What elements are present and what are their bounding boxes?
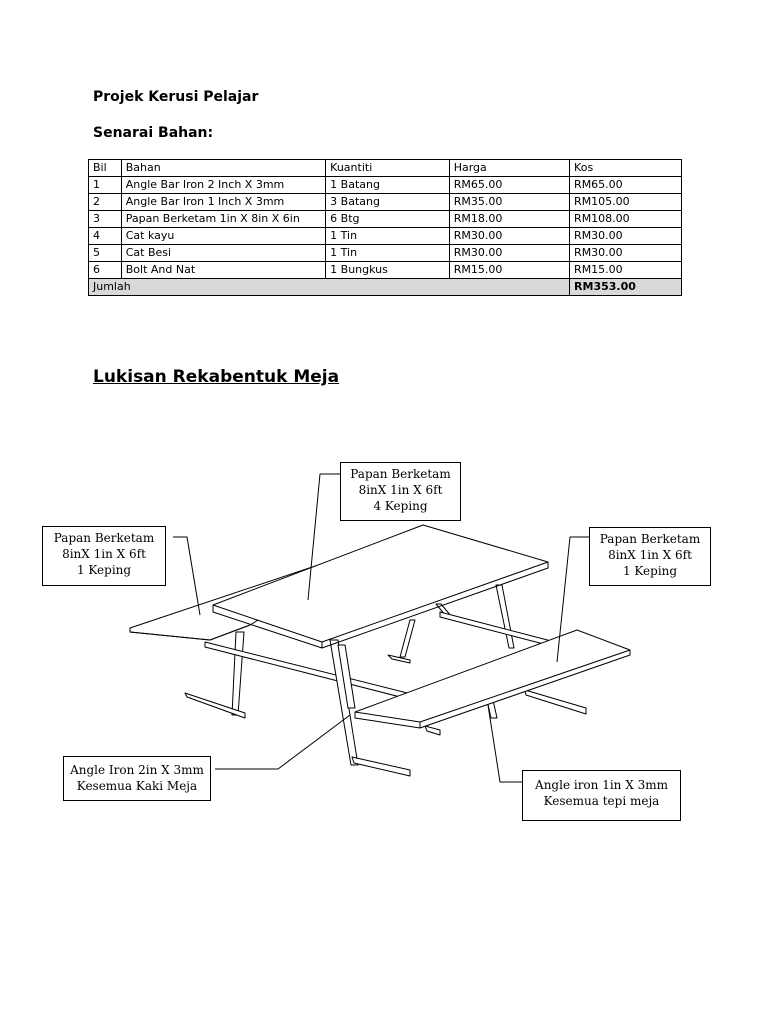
cell-harga: RM15.00 xyxy=(449,262,569,279)
callout-edges xyxy=(522,770,681,821)
cell-kos: RM30.00 xyxy=(570,245,682,262)
callout-line: 1 Keping xyxy=(622,564,678,578)
cell-bahan: Cat Besi xyxy=(121,245,325,262)
callout-line: Papan Berketam xyxy=(350,467,451,481)
callout-line: Papan Berketam xyxy=(53,531,155,545)
callout-legs xyxy=(63,756,211,801)
cell-kuantiti: 3 Batang xyxy=(326,194,450,211)
callout-line: Papan Berketam xyxy=(599,532,701,546)
callout-left-bench xyxy=(42,526,166,586)
cell-kuantiti: 1 Tin xyxy=(326,245,450,262)
cell-harga: RM35.00 xyxy=(449,194,569,211)
callout-line: Angle Iron 2in X 3mm xyxy=(70,763,204,777)
cell-kos: RM105.00 xyxy=(570,194,682,211)
total-label: Jumlah xyxy=(89,279,570,296)
callout-line: 8inX 1in X 6ft xyxy=(358,483,443,497)
column-header-bahan: Bahan xyxy=(121,160,325,177)
materials-list-title: Senarai Bahan: xyxy=(93,125,214,141)
callout-line: Kesemua Kaki Meja xyxy=(76,779,198,793)
cell-harga: RM65.00 xyxy=(449,177,569,194)
cell-harga: RM30.00 xyxy=(449,245,569,262)
cell-kuantiti: 6 Btg xyxy=(326,211,450,228)
document-title: Projek Kerusi Pelajar xyxy=(93,89,259,105)
cell-kos: RM108.00 xyxy=(570,211,682,228)
callout-line: 8inX 1in X 6ft xyxy=(608,548,692,562)
callout-line: Kesemua tepi meja xyxy=(543,794,660,808)
column-header-kuantiti: Kuantiti xyxy=(326,160,450,177)
callout-line: 8inX 1in X 6ft xyxy=(62,547,146,561)
cell-kuantiti: 1 Bungkus xyxy=(326,262,450,279)
column-header-kos: Kos xyxy=(570,160,682,177)
callout-line: 4 Keping xyxy=(373,499,428,513)
cell-bahan: Bolt And Nat xyxy=(121,262,325,279)
cell-bil: 6 xyxy=(89,262,122,279)
cell-harga: RM18.00 xyxy=(449,211,569,228)
cell-kos: RM30.00 xyxy=(570,228,682,245)
total-value: RM353.00 xyxy=(570,279,682,296)
cell-bahan: Papan Berketam 1in X 8in X 6in xyxy=(121,211,325,228)
cell-bahan: Cat kayu xyxy=(121,228,325,245)
cell-kos: RM15.00 xyxy=(570,262,682,279)
cell-kos: RM65.00 xyxy=(570,177,682,194)
drawing-heading: Lukisan Rekabentuk Meja xyxy=(93,367,340,387)
cell-kuantiti: 1 Batang xyxy=(326,177,450,194)
callout-right-bench xyxy=(589,527,711,586)
cell-harga: RM30.00 xyxy=(449,228,569,245)
cell-bil: 3 xyxy=(89,211,122,228)
callout-line: Angle iron 1in X 3mm xyxy=(535,778,668,792)
cell-bil: 5 xyxy=(89,245,122,262)
column-header-bil: Bil xyxy=(89,160,122,177)
cell-kuantiti: 1 Tin xyxy=(326,228,450,245)
cell-bahan: Angle Bar Iron 1 Inch X 3mm xyxy=(121,194,325,211)
callout-line: 1 Keping xyxy=(76,563,132,577)
cell-bil: 4 xyxy=(89,228,122,245)
callout-top-board xyxy=(340,462,461,521)
cell-bil: 1 xyxy=(89,177,122,194)
cell-bahan: Angle Bar Iron 2 Inch X 3mm xyxy=(121,177,325,194)
cell-bil: 2 xyxy=(89,194,122,211)
column-header-harga: Harga xyxy=(449,160,569,177)
